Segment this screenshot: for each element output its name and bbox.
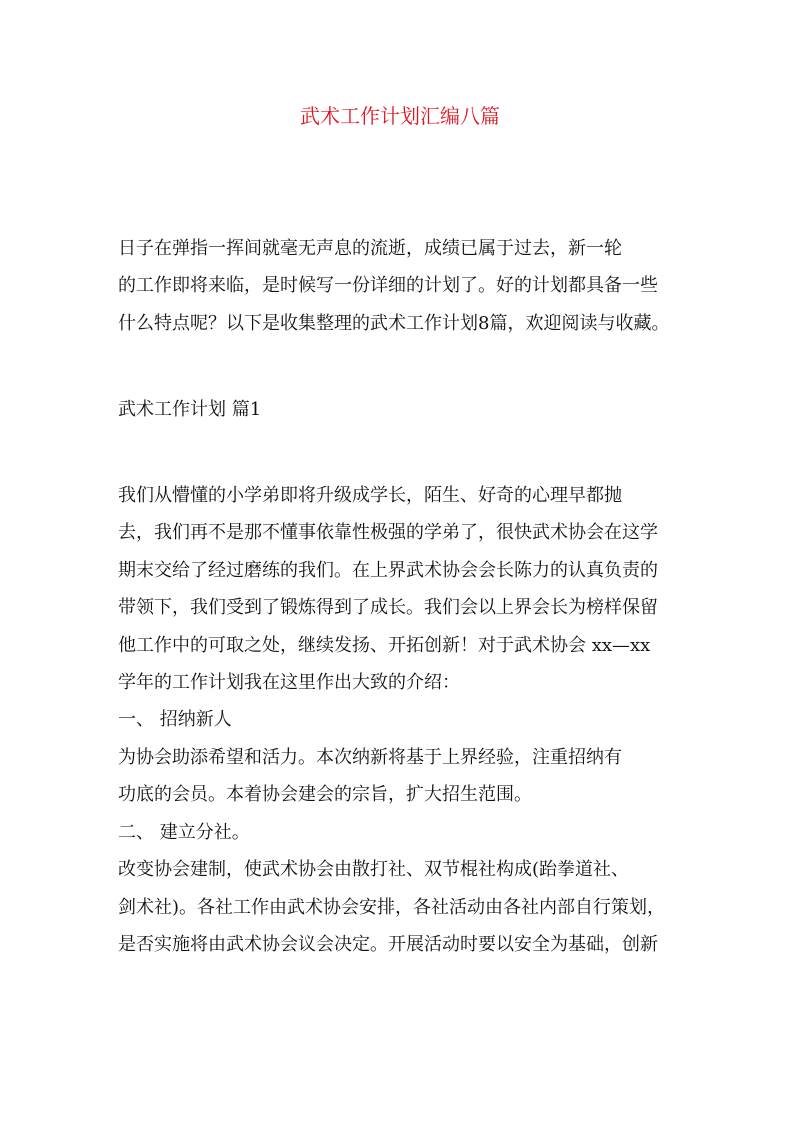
body-line: 他工作中的可取之处，继续发扬、开拓创新！对于武术协会 xx—xx — [118, 635, 651, 656]
intro-line: 的工作即将来临，是时候写一份详细的计划了。好的计划都具备一些 — [118, 275, 658, 296]
body-line: 二、 建立分社。 — [118, 822, 250, 843]
document-title: 武术工作计划汇编八篇 — [300, 104, 500, 128]
body-line: 学年的工作计划我在这里作出大致的介绍： — [118, 672, 460, 693]
body-line: 为协会助添希望和活力。本次纳新将基于上界经验，注重招纳有 — [118, 747, 622, 768]
intro-line: 日子在弹指一挥间就毫无声息的流逝，成绩已属于过去，新一轮 — [118, 238, 622, 259]
body-line: 去，我们再不是那不懂事依靠性极强的学弟了，很快武术协会在这学 — [118, 522, 658, 543]
body-line: 期末交给了经过磨练的我们。在上界武术协会会长陈力的认真负责的 — [118, 560, 658, 581]
body-line: 功底的会员。本着协会建会的宗旨，扩大招生范围。 — [118, 784, 532, 805]
body-line: 是否实施将由武术协会议会决定。开展活动时要以安全为基础，创新 — [118, 934, 658, 955]
body-line: 一、 招纳新人 — [118, 709, 232, 730]
body-line: 剑术社)。各社工作由武术协会安排，各社活动由各社内部自行策划， — [118, 897, 666, 918]
body-line: 带领下，我们受到了锻炼得到了成长。我们会以上界会长为榜样保留 — [118, 597, 658, 618]
section-heading: 武术工作计划 篇1 — [118, 399, 262, 420]
intro-line: 什么特点呢？以下是收集整理的武术工作计划8篇，欢迎阅读与收藏。 — [118, 313, 670, 334]
body-line: 我们从懵懂的小学弟即将升级成学长，陌生、好奇的心理早都抛 — [118, 485, 622, 506]
body-line: 改变协会建制，使武术协会由散打社、双节棍社构成(跆拳道社、 — [118, 859, 630, 880]
